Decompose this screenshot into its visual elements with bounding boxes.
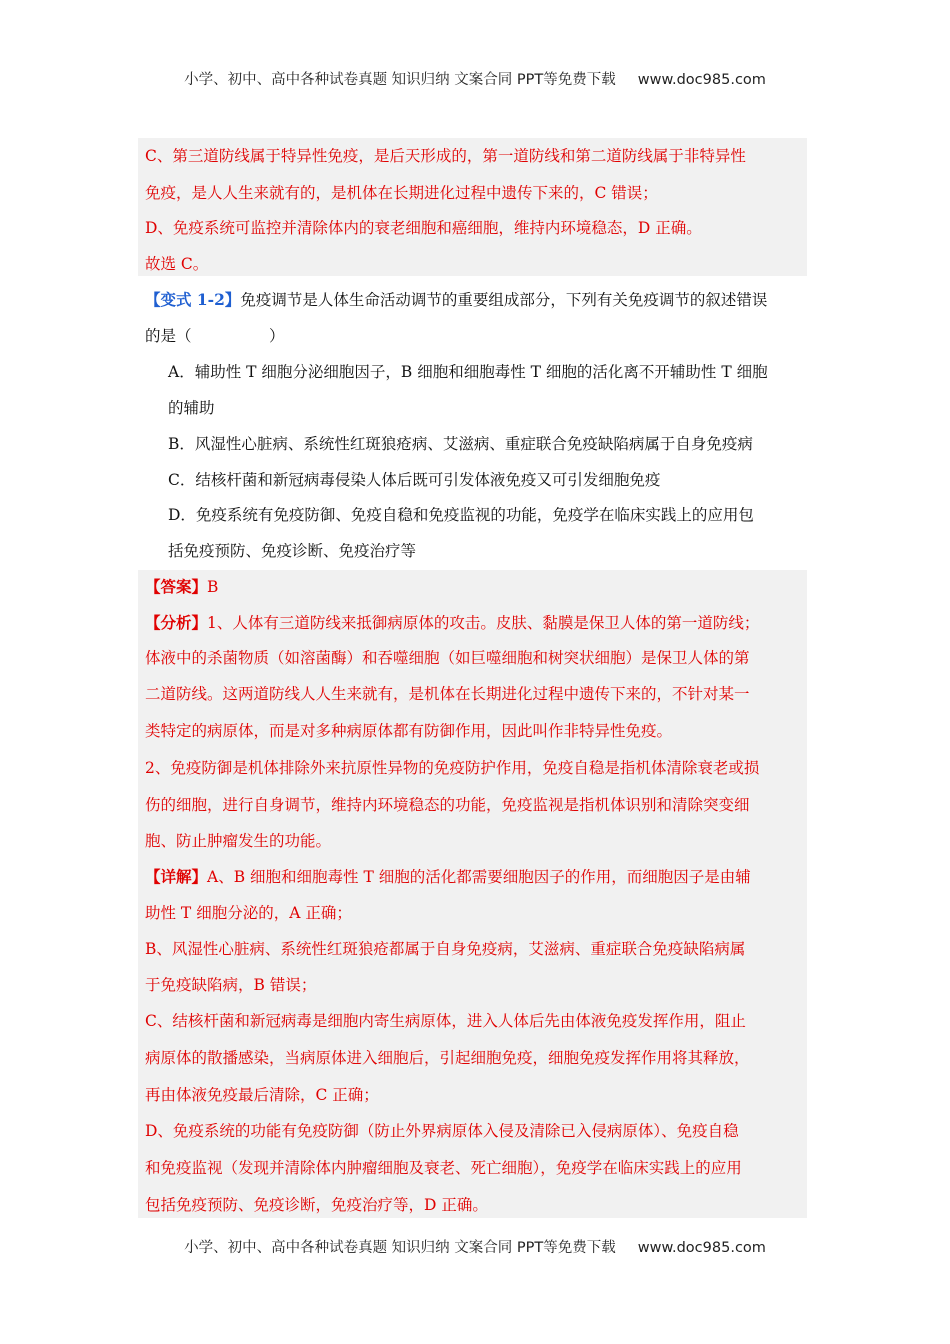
- detail-a-text1: A、B 细胞和细胞毒性 T 细胞的活化都需要细胞因子的作用，而细胞因子是由辅: [207, 868, 751, 886]
- footer-text: 小学、初中、高中各种试卷真题 知识归纳 文案合同 PPT等免费下载: [184, 1240, 616, 1256]
- detail-b-text1: B、风湿性心脏病、系统性红斑狼疮都属于自身免疫病，艾滋病、重症联合免疫缺陷病属: [145, 940, 746, 958]
- analysis-p1-text2: 体液中的杀菌物质（如溶菌酶）和吞噬细胞（如巨噬细胞和树突状细胞）是保卫人体的第: [145, 649, 750, 667]
- analysis-p1-text4: 类特定的病原体，而是对多种病原体都有防御作用，因此叫作非特异性免疫。: [145, 722, 673, 740]
- prev-choice: 故选 C。: [145, 255, 209, 273]
- detail-c-text2: 病原体的散播感染，当病原体进入细胞后，引起细胞免疫，细胞免疫发挥作用将其释放，: [145, 1049, 750, 1067]
- header-site: www.doc985.com: [637, 72, 766, 88]
- footer-site: www.doc985.com: [637, 1240, 766, 1256]
- detail-c-text1: C、结核杆菌和新冠病毒是细胞内寄生病原体，进入人体后先由体液免疫发挥作用，阻止: [145, 1012, 746, 1030]
- analysis-p1-text3: 二道防线。这两道防线人人生来就有，是机体在长期进化过程中遗传下来的，不针对某一: [145, 685, 750, 703]
- analysis-p2-text2: 伤的细胞，进行自身调节，维持内环境稳态的功能，免疫监视是指机体识别和清除突变细: [145, 796, 750, 814]
- option-c: C．结核杆菌和新冠病毒侵染人体后既可引发体液免疫又可引发细胞免疫: [168, 471, 661, 489]
- question-stem-line1: [145, 289, 767, 311]
- page-footer: [0, 1236, 950, 1257]
- prev-option-c-line2: 免疫，是人人生来就有的，是机体在长期进化过程中遗传下来的，C 错误；: [145, 184, 658, 202]
- option-d-line1: D．免疫系统有免疫防御、免疫自稳和免疫监视的功能，免疫学在临床实践上的应用包: [168, 506, 754, 524]
- answer-label: 【答案】: [145, 577, 208, 596]
- question-tag: 【变式 1-2】: [145, 290, 241, 309]
- analysis-p2-text3: 胞、防止肿瘤发生的功能。: [145, 832, 332, 850]
- detail-d-text1: D、免疫系统的功能有免疫防御（防止外界病原体入侵及清除已入侵病原体）、免疫自稳: [145, 1122, 739, 1140]
- analysis-p1-text1: 1、人体有三道防线来抵御病原体的攻击。皮肤、黏膜是保卫人体的第一道防线；: [207, 614, 760, 632]
- detail-d-text3: 包括免疫预防、免疫诊断，免疫治疗等，D 正确。: [145, 1196, 488, 1214]
- header-text: 小学、初中、高中各种试卷真题 知识归纳 文案合同 PPT等免费下载: [184, 72, 616, 88]
- page-header: [0, 68, 950, 89]
- analysis-label: 【分析】: [145, 613, 208, 632]
- analysis-line1: [145, 612, 759, 634]
- question-stem-line2: 的是（ ）: [145, 327, 285, 345]
- detail-b-text2: 于免疫缺陷病，B 错误；: [145, 976, 317, 994]
- answer-line: [145, 576, 218, 598]
- question-stem-text: 免疫调节是人体生命活动调节的重要组成部分，下列有关免疫调节的叙述错误: [240, 291, 768, 309]
- prev-option-c-line1: C、第三道防线属于特异性免疫，是后天形成的，第一道防线和第二道防线属于非特异性: [145, 147, 746, 165]
- option-b: B．风湿性心脏病、系统性红斑狼疮病、艾滋病、重症联合免疫缺陷病属于自身免疫病: [168, 435, 753, 453]
- detail-c-text3: 再由体液免疫最后清除，C 正确；: [145, 1086, 379, 1104]
- detail-label: 【详解】: [145, 867, 208, 886]
- option-a-line1: A．辅助性 T 细胞分泌细胞因子，B 细胞和细胞毒性 T 细胞的活化离不开辅助性 T 细胞: [168, 363, 768, 381]
- detail-a-text2: 助性 T 细胞分泌的，A 正确；: [145, 904, 352, 922]
- analysis-p2-text1: 2、免疫防御是机体排除外来抗原性异物的免疫防护作用，免疫自稳是指机体清除衰老或损: [145, 759, 760, 777]
- prev-option-d: D、免疫系统可监控并清除体内的衰老细胞和癌细胞，维持内环境稳态，D 正确。: [145, 219, 702, 237]
- answer-value: B: [207, 578, 219, 596]
- option-a-line2: 的辅助: [168, 399, 215, 417]
- detail-line1: [145, 866, 751, 888]
- detail-d-text2: 和免疫监视（发现并清除体内肿瘤细胞及衰老、死亡细胞），免疫学在临床实践上的应用: [145, 1159, 742, 1177]
- option-d-line2: 括免疫预防、免疫诊断、免疫治疗等: [168, 542, 417, 560]
